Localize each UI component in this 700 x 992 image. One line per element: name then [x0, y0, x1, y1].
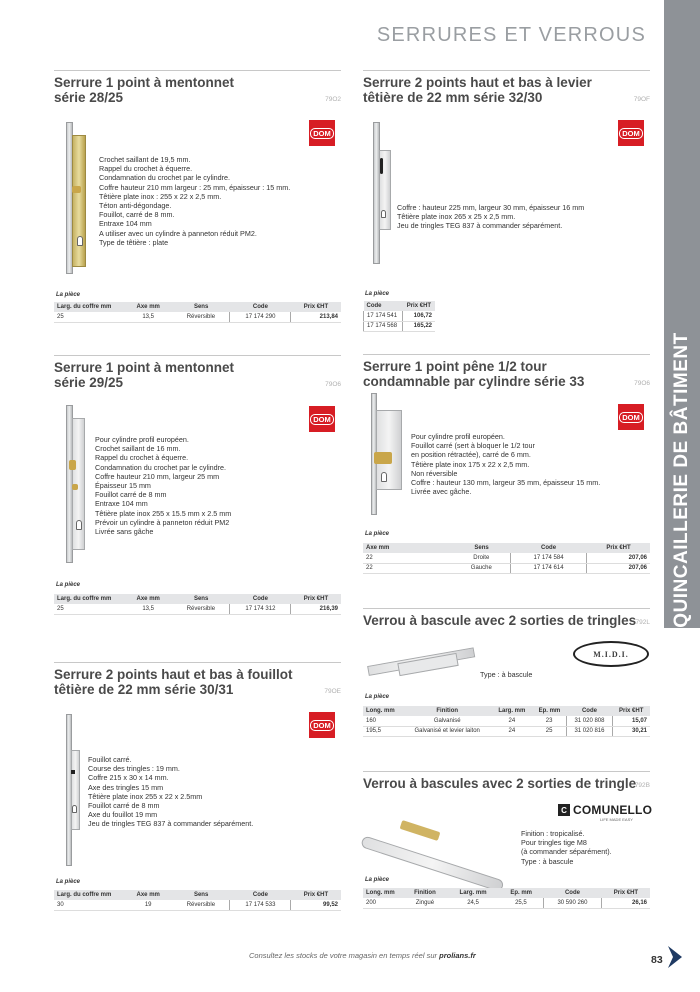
table-row: 22 Gauche 17 174 614 207,06 [363, 563, 650, 573]
table-row: 195,5 Galvanisé et levier laiton 24 25 31 020 816 30,21 [363, 726, 650, 736]
unit-label: La pièce [365, 531, 390, 537]
product-section [363, 70, 650, 105]
table-row: 160 Galvanisé 24 23 31 020 808 15,07 [363, 716, 650, 726]
table-row: 17 174 541 106,72 [364, 311, 436, 321]
product-title: Serrure 2 points haut et bas à fouillot têtière de 22 mm série 30/31 [54, 667, 293, 697]
table-row: 17 174 568 165,22 [364, 321, 436, 331]
product-section [363, 771, 650, 791]
product-description: Coffre : hauteur 225 mm, largeur 30 mm, épaisseur 16 mm Têtière plate inox 265 x 25 x 2,5 mm. Jeu de tringles TEG 837 à commander séparément. [397, 203, 585, 231]
product-header [363, 771, 650, 791]
price-table: Larg. du coffre mm Axe mm Sens Code Prix €HT 25 13,5 Réversible 17 174 290 213,84 [54, 302, 341, 323]
product-title: Verrou à bascule avec 2 sorties de tringles [363, 613, 637, 628]
product-header [363, 70, 650, 105]
product-ref: 792B [634, 782, 650, 789]
product-ref: 79OE [324, 688, 341, 695]
product-header [54, 662, 341, 697]
page-number: 83 [651, 954, 663, 966]
price-table: Long. mm Finition Larg. mm Ep. mm Code Prix €HT 200 Zingué 24,5 25,5 30 590 260 26,16 [363, 888, 650, 909]
product-ref: 792L [635, 619, 650, 626]
price-table: Larg. du coffre mm Axe mm Sens Code Prix €HT 30 19 Réversible 17 174 533 99,52 [54, 890, 341, 911]
unit-label: La pièce [56, 879, 81, 885]
product-section [54, 355, 341, 390]
product-section [363, 608, 650, 628]
next-arrow-icon[interactable] [666, 946, 682, 968]
product-description: Fouillot carré. Course des tringles : 19 mm. Coffre 215 x 30 x 14 mm. Axe des tringles 15 mm Têtière plate inox 255 x 22 x 2.5mm Fouillot carré de 8 mm Axe du fouillot 19 mm Jeu de tringles TEG 837 à commander séparément. [88, 755, 254, 829]
table-row: 25 13,5 Réversible 17 174 290 213,84 [54, 312, 341, 322]
product-title: Serrure 2 points haut et bas à levier têtière de 22 mm série 32/30 [363, 75, 592, 105]
page-header [0, 0, 700, 50]
product-title: Serrure 1 point à mentonnet série 28/25 [54, 75, 235, 105]
product-title: Serrure 1 point à mentonnet série 29/25 [54, 360, 235, 390]
unit-label: La pièce [56, 582, 81, 588]
unit-label: La pièce [56, 292, 81, 298]
product-section [54, 662, 341, 697]
dom-logo: DOM [309, 712, 335, 738]
site-link[interactable]: prolians.fr [439, 951, 476, 960]
unit-label: La pièce [365, 694, 390, 700]
sidebar-label: QUINCAILLERIE DE BÂTIMENT [671, 332, 692, 628]
table-row: 25 13,5 Réversible 17 174 312 216,39 [54, 604, 341, 614]
product-header [54, 355, 341, 390]
comunello-logo: C COMUNELLO [558, 803, 652, 817]
price-table: Axe mm Sens Code Prix €HT 22 Droite 17 174 584 207,06 22 Gauche 17 174 614 207,06 [363, 543, 650, 574]
product-description: Pour cylindre profil européen. Crochet saillant de 16 mm. Rappel du crochet à équerre. Condamnation du crochet par le cylindre. Coffre hauteur 210 mm, largeur 25 mm Épaisseur 15 mm Fouillot carré de 8 mm Entraxe 104 mm Têtière plate inox 255 x 15.5 mm x 2.5 mm Prévoir un cylindre à panneton réduit PM2 Livrée sans gâche [95, 435, 232, 537]
product-header [363, 354, 650, 389]
price-table: Larg. du coffre mm Axe mm Sens Code Prix €HT 25 13,5 Réversible 17 174 312 216,39 [54, 594, 341, 615]
product-title: Serrure 1 point pêne 1/2 tour condamnable par cylindre série 33 [363, 359, 585, 389]
product-ref: 79O6 [325, 381, 341, 388]
product-description: Finition : tropicalisé. Pour tringles tige M8 (à commander séparément). Type : à bascule [521, 829, 612, 866]
product-ref: 79OF [633, 96, 650, 103]
midi-logo: M.I.D.I. [573, 641, 649, 667]
product-description: Type : à bascule [480, 670, 533, 679]
price-table: Long. mm Finition Larg. mm Ep. mm Code Prix €HT 160 Galvanisé 24 23 31 020 808 15,07 195,5 Galvanisé et levier laiton 24 25 31 020 816 30,21 [363, 706, 650, 737]
product-ref: 79O6 [634, 380, 650, 387]
product-description: Crochet saillant de 19,5 mm. Rappel du crochet à équerre. Condamnation du crochet par le cylindre. Coffre hauteur 210 mm largeur : 25 mm, épaisseur : 15 mm. Têtière plate inox : 255 x 22 x 2,5 mm. Téton anti-dégondage. Fouillot, carré de 8 mm. Entraxe 104 mm A utiliser avec un cylindre à panneton réduit PM2. Type de têtière : plate [99, 155, 291, 247]
dom-logo: DOM [618, 120, 644, 146]
product-header [54, 70, 341, 105]
comunello-tagline: LIFE MADE EASY [600, 817, 633, 822]
table-row: 200 Zingué 24,5 25,5 30 590 260 26,16 [363, 898, 650, 908]
product-ref: 79O2 [325, 96, 341, 103]
dom-logo: DOM [618, 404, 644, 430]
footer-note: Consultez les stocks de votre magasin en temps réel sur prolians.fr [249, 951, 476, 960]
table-row: 22 Droite 17 174 584 207,06 [363, 553, 650, 563]
product-title: Verrou à bascules avec 2 sorties de tringle [363, 776, 637, 791]
price-table: Code Prix €HT 17 174 541 106,72 17 174 568 165,22 [363, 301, 435, 332]
product-description: Pour cylindre profil européen. Fouillot carré (sert à bloquer le 1/2 tour en position rétractée), carré de 6 mm. Têtière plate inox 175 x 22 x 2,5 mm. Non réversible Coffre : hauteur 130 mm, largeur 35 mm, épaisseur 15 mm. Livrée avec gâche. [411, 432, 601, 497]
product-header [363, 608, 650, 628]
table-row: 30 19 Réversible 17 174 533 99,52 [54, 900, 341, 910]
unit-label: La pièce [365, 291, 390, 297]
dom-logo: DOM [309, 120, 335, 146]
page-title: SERRURES ET VERROUS [376, 24, 646, 46]
product-section [54, 70, 341, 105]
dom-logo: DOM [309, 406, 335, 432]
product-section [363, 354, 650, 389]
unit-label: La pièce [365, 877, 390, 883]
